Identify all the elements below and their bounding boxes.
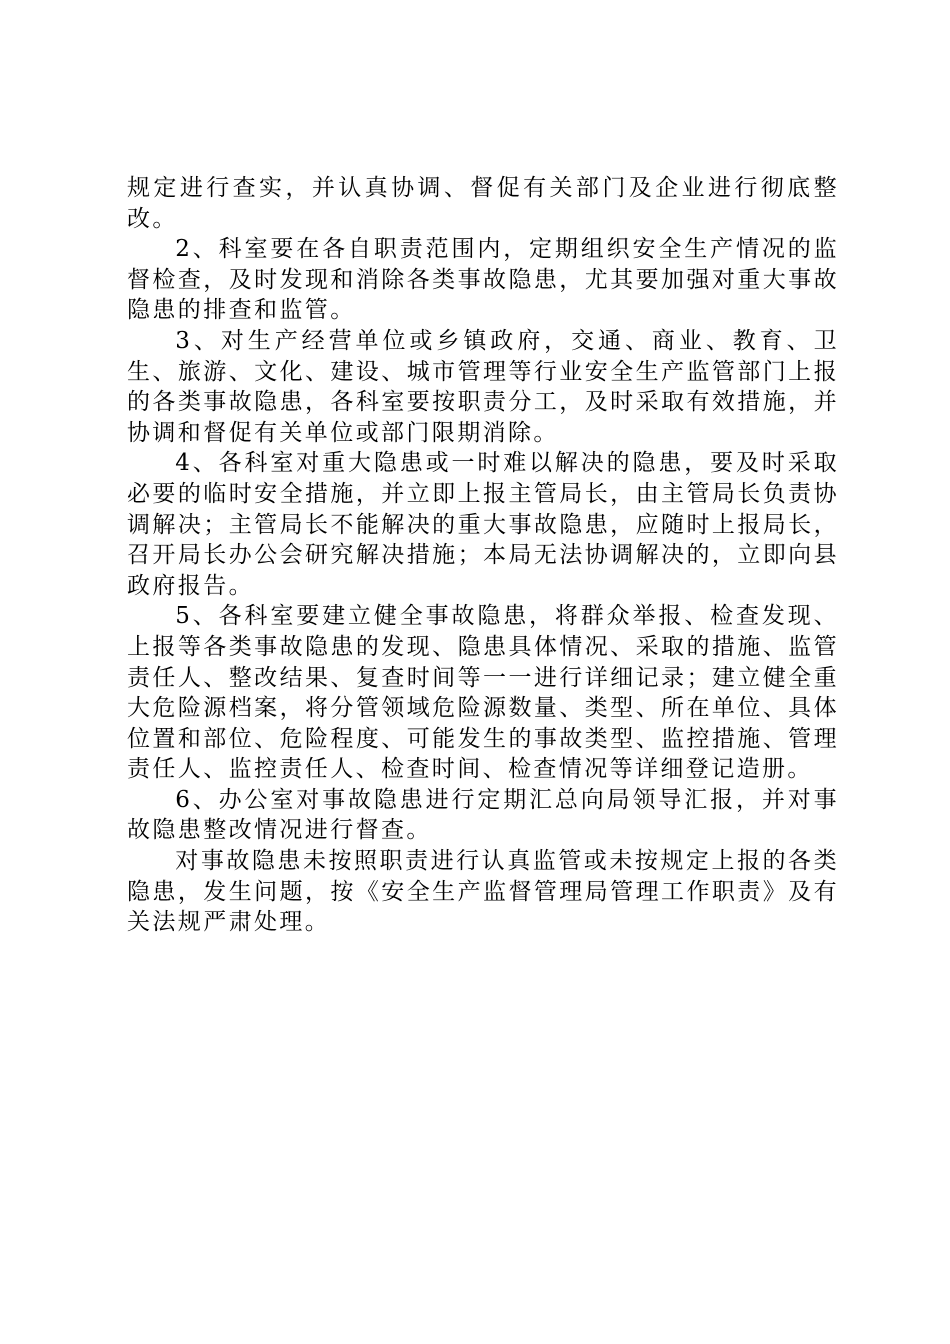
paragraph-item-2: 2、科室要在各自职责范围内，定期组织安全生产情况的监督检查，及时发现和消除各类事故隐患，尤其要加强对重大事故隐患的排查和监管。 [127,236,839,324]
paragraph-closing: 对事故隐患未按照职责进行认真监管或未按规定上报的各类隐患，发生问题，按《安全生产监督管理局管理工作职责》及有关法规严肃处理。 [127,848,839,936]
paragraph-item-6: 6、办公室对事故隐患进行定期汇总向局领导汇报，并对事故隐患整改情况进行督查。 [127,786,839,844]
paragraph-item-5: 5、各科室要建立健全事故隐患，将群众举报、检查发现、上报等各类事故隐患的发现、隐患具体情况、采取的措施、监管责任人、整改结果、复查时间等一一进行详细记录；建立健全重大危险源档案，将分管领域危险源数量、类型、所在单位、具体位置和部位、危险程度、可能发生的事故类型、监控措施、管理责任人、监控责任人、检查时间、检查情况等详细登记造册。 [127,603,839,783]
paragraph-item-3: 3、对生产经营单位或乡镇政府，交通、商业、教育、卫生、旅游、文化、建设、城市管理等行业安全生产监管部门上报的各类事故隐患，各科室要按职责分工，及时采取有效措施，并协调和督促有关单位或部门限期消除。 [127,327,839,446]
document-body [127,173,839,938]
paragraph-continuation: 规定进行查实，并认真协调、督促有关部门及企业进行彻底整改。 [127,175,839,232]
paragraph-item-4: 4、各科室对重大隐患或一时难以解决的隐患，要及时采取必要的临时安全措施，并立即上报主管局长，由主管局长负责协调解决；主管局长不能解决的重大事故隐患，应随时上报局长，召开局长办公会研究解决措施；本局无法协调解决的，立即向县政府报告。 [127,450,839,599]
